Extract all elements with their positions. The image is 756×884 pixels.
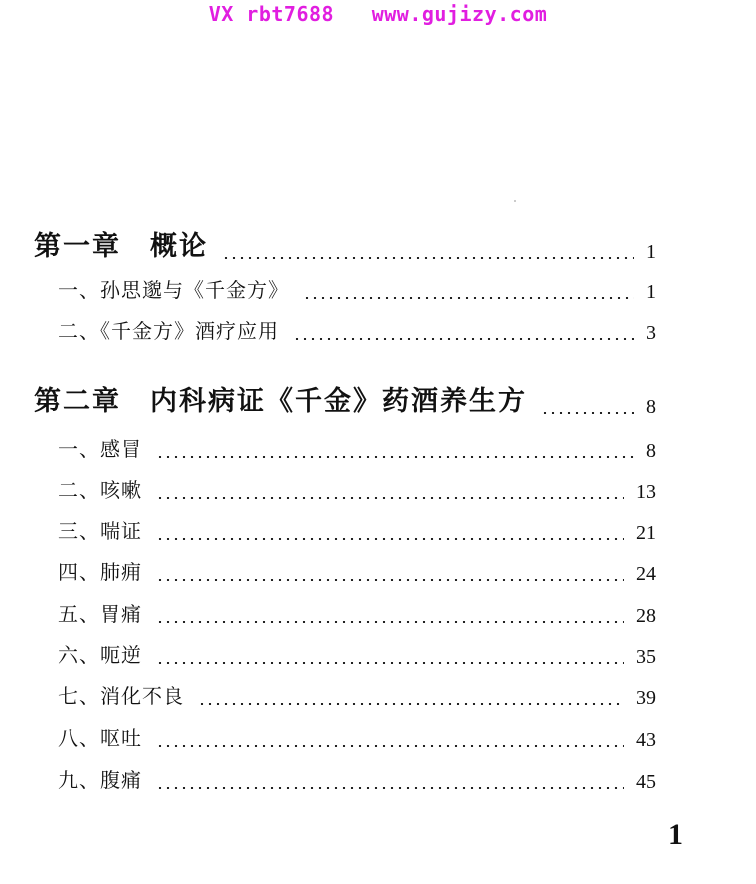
toc-entry-label: 九、腹痛 xyxy=(58,768,142,792)
toc-entry-label: 二、咳嗽 xyxy=(58,478,142,502)
toc-leader-dots xyxy=(156,621,624,623)
toc-entry-page: 13 xyxy=(636,481,656,503)
toc-entry-section[interactable] xyxy=(0,272,756,308)
toc-entry-section[interactable] xyxy=(0,637,756,673)
toc-entry-page: 45 xyxy=(636,771,656,793)
toc-leader-dots xyxy=(293,338,634,340)
toc-entry-label: 六、呃逆 xyxy=(58,643,142,667)
toc-entry-label: 五、胃痛 xyxy=(58,602,142,626)
toc-entry-section[interactable] xyxy=(0,513,756,549)
toc-entry-page: 35 xyxy=(636,646,656,668)
toc-leader-dots xyxy=(198,703,624,705)
toc-entry-section[interactable] xyxy=(0,678,756,714)
toc-entry-page: 28 xyxy=(636,605,656,627)
toc-entry-page: 1 xyxy=(646,281,656,303)
toc-entry-page: 43 xyxy=(636,729,656,751)
toc-entry-section[interactable] xyxy=(0,554,756,590)
toc-leader-dots xyxy=(541,412,634,414)
toc-leader-dots xyxy=(303,297,634,299)
toc-leader-dots xyxy=(156,497,624,499)
toc-entry-label: 一、孙思邈与《千金方》 xyxy=(58,278,289,302)
toc-entry-label: 第二章 内科病证《千金》药酒养生方 xyxy=(34,386,527,417)
toc-entry-label: 二、《千金方》酒疗应用 xyxy=(58,319,279,343)
toc-entry-label: 一、感冒 xyxy=(58,437,142,461)
toc-leader-dots xyxy=(156,579,624,581)
toc-entry-page: 1 xyxy=(646,241,656,263)
toc-leader-dots xyxy=(156,456,634,458)
toc-leader-dots xyxy=(156,662,624,664)
toc-entry-section[interactable] xyxy=(0,472,756,508)
toc-entry-label: 三、喘证 xyxy=(58,519,142,543)
toc-entry-section[interactable] xyxy=(0,431,756,467)
toc-leader-dots xyxy=(156,787,624,789)
toc-entry-label: 四、肺痈 xyxy=(58,560,142,584)
toc-entry-label: 七、消化不良 xyxy=(58,684,184,708)
toc-entry-section[interactable] xyxy=(0,762,756,798)
toc-leader-dots xyxy=(156,538,624,540)
toc-entry-label: 第一章 概论 xyxy=(34,231,208,262)
toc-entry-chapter-1[interactable] xyxy=(0,232,756,268)
toc-leader-dots xyxy=(222,257,634,259)
toc-entry-section[interactable] xyxy=(0,596,756,632)
toc-entry-label: 八、呕吐 xyxy=(58,726,142,750)
toc-leader-dots xyxy=(156,745,624,747)
page-number: 1 xyxy=(668,818,683,851)
toc-entry-page: 8 xyxy=(646,396,656,418)
toc-entry-section[interactable] xyxy=(0,720,756,756)
toc-entry-page: 24 xyxy=(636,563,656,585)
watermark: VX rbt7688 www.gujizy.com xyxy=(208,2,548,26)
toc-entry-page: 8 xyxy=(646,440,656,462)
toc-entry-page: 21 xyxy=(636,522,656,544)
toc-entry-chapter-2[interactable] xyxy=(0,387,756,423)
toc-entry-page: 3 xyxy=(646,322,656,344)
toc-entry-page: 39 xyxy=(636,687,656,709)
toc-entry-section[interactable] xyxy=(0,313,756,349)
